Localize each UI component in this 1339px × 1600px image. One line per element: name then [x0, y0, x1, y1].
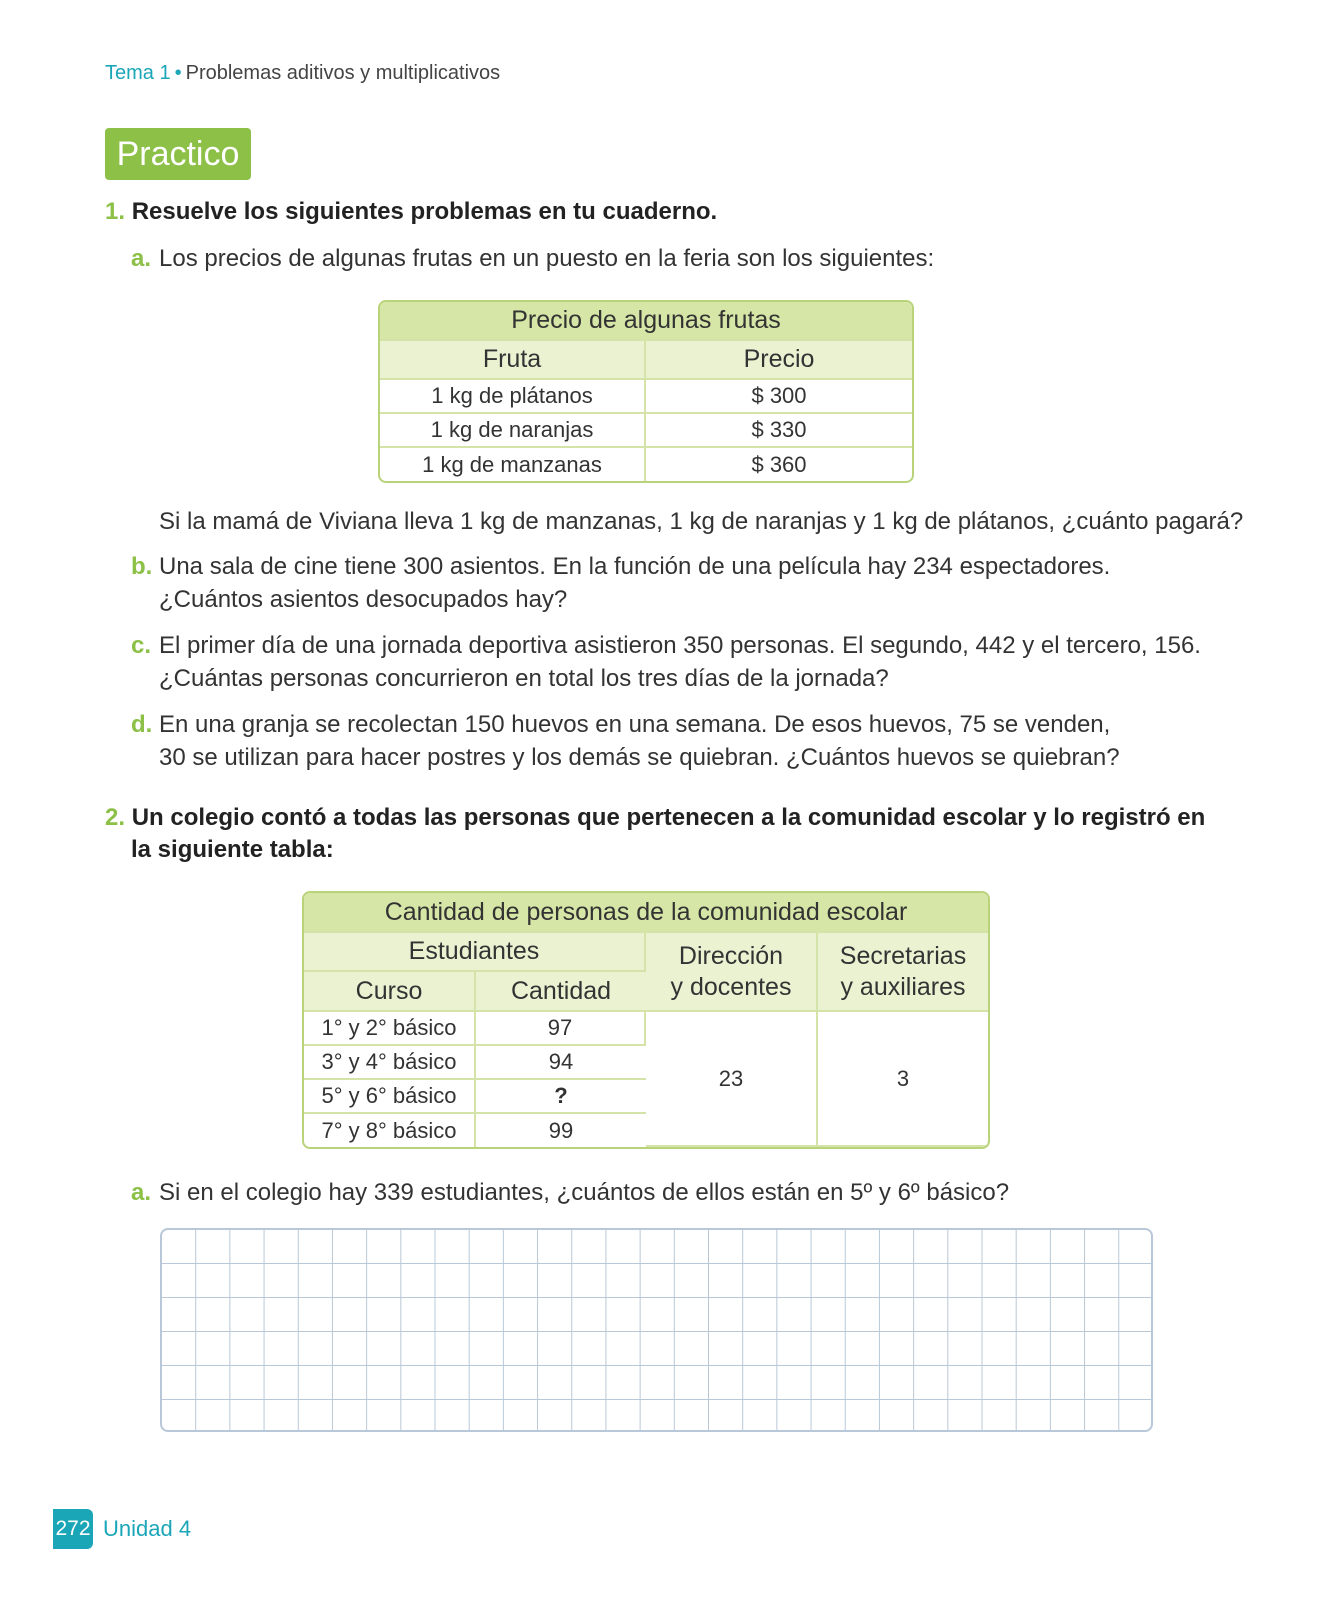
question-2 [105, 802, 1205, 866]
answer-grid[interactable] [160, 1228, 1153, 1432]
item-text-line2: ¿Cuántos asientos desocupados hay? [159, 586, 568, 613]
direccion-value: 23 [646, 1012, 818, 1147]
item-1d [131, 708, 1120, 774]
page-header [105, 62, 500, 85]
item-1a [131, 242, 934, 275]
table-cell: 1 kg de manzanas [380, 448, 646, 481]
item-text-line1: Una sala de cine tiene 300 asientos. En la función de una película hay 234 espectadores. [159, 553, 1111, 580]
column-header-precio: Precio [646, 341, 912, 380]
topic-subtitle: Problemas aditivos y multiplicativos [185, 62, 501, 84]
table-row [380, 380, 912, 414]
table-cell: 1 kg de plátanos [380, 380, 646, 414]
question-number: 2. [105, 804, 126, 831]
topic-label: Tema 1 [105, 62, 171, 84]
section-title-practico: Practico [105, 128, 251, 180]
question-text-line1: Un colegio contó a todas las personas que pertenecen a la comunidad escolar y lo registró en [131, 804, 1206, 831]
item-text: Si en el colegio hay 339 estudiantes, ¿cuántos de ellos están en 5º y 6º básico? [159, 1179, 1010, 1206]
fruit-price-table [378, 300, 914, 483]
table-cell: 7° y 8° básico [304, 1114, 476, 1147]
item-label: a. [131, 245, 152, 272]
item-2a [131, 1176, 1009, 1209]
header-line: y docentes [670, 972, 792, 1001]
header-separator: • [174, 62, 182, 84]
item-1b [131, 550, 1110, 616]
item-text: Los precios de algunas frutas en un puesto en la feria son los siguientes: [159, 245, 935, 272]
table-title: Precio de algunas frutas [380, 302, 912, 341]
group-header-estudiantes: Estudiantes [304, 933, 646, 972]
item-1a-question: Si la mamá de Viviana lleva 1 kg de manzanas, 1 kg de naranjas y 1 kg de plátanos, ¿cuánto pagará? [159, 508, 1244, 535]
header-line: Secretarias [839, 941, 967, 970]
item-text-line1: En una granja se recolectan 150 huevos en una semana. De esos huevos, 75 se venden, [159, 711, 1111, 738]
table-cell: 1 kg de naranjas [380, 414, 646, 448]
column-header-curso: Curso [304, 972, 476, 1012]
table-cell: $ 300 [646, 380, 912, 414]
item-text-line2: 30 se utilizan para hacer postres y los demás se quiebran. ¿Cuántos huevos se quiebran? [159, 744, 1120, 771]
item-1c [131, 629, 1201, 695]
question-number: 1. [105, 198, 126, 225]
table-row [304, 1012, 988, 1046]
table-cell: 3° y 4° básico [304, 1046, 476, 1080]
table-row [380, 414, 912, 448]
item-text-line2: ¿Cuántas personas concurrieron en total los tres días de la jornada? [159, 665, 889, 692]
item-label: b. [131, 553, 153, 580]
table-cell: $ 330 [646, 414, 912, 448]
question-text: Resuelve los siguientes problemas en tu cuaderno. [131, 198, 718, 225]
table-cell: 99 [548, 1117, 574, 1143]
table-cell-unknown: ? [476, 1080, 646, 1114]
header-line: y auxiliares [840, 972, 966, 1001]
school-community-table [302, 891, 990, 1149]
table-row [380, 448, 912, 481]
table-cell: 5° y 6° básico [304, 1080, 476, 1114]
item-label: a. [131, 1179, 152, 1206]
table-cell: 97 [476, 1012, 646, 1046]
column-header-direccion [646, 933, 818, 1012]
page-number: 272 [53, 1509, 93, 1549]
item-label: c. [131, 632, 152, 659]
header-line: Dirección [678, 941, 784, 970]
column-header-cantidad: Cantidad [476, 972, 646, 1012]
question-text-line2: la siguiente tabla: [131, 836, 334, 863]
table-cell: 94 [476, 1046, 646, 1080]
unit-label: Unidad 4 [103, 1516, 192, 1541]
table-cell: $ 360 [751, 451, 807, 477]
secretarias-value: 3 [818, 1012, 988, 1147]
item-text-line1: El primer día de una jornada deportiva asistieron 350 personas. El segundo, 442 y el tercero, 156. [159, 632, 1201, 659]
question-1 [105, 198, 717, 226]
column-header-fruta: Fruta [380, 341, 646, 380]
table-cell: 1° y 2° básico [304, 1012, 476, 1046]
column-header-secretarias [818, 933, 988, 1012]
table-title: Cantidad de personas de la comunidad escolar [304, 893, 988, 933]
item-label: d. [131, 711, 153, 738]
